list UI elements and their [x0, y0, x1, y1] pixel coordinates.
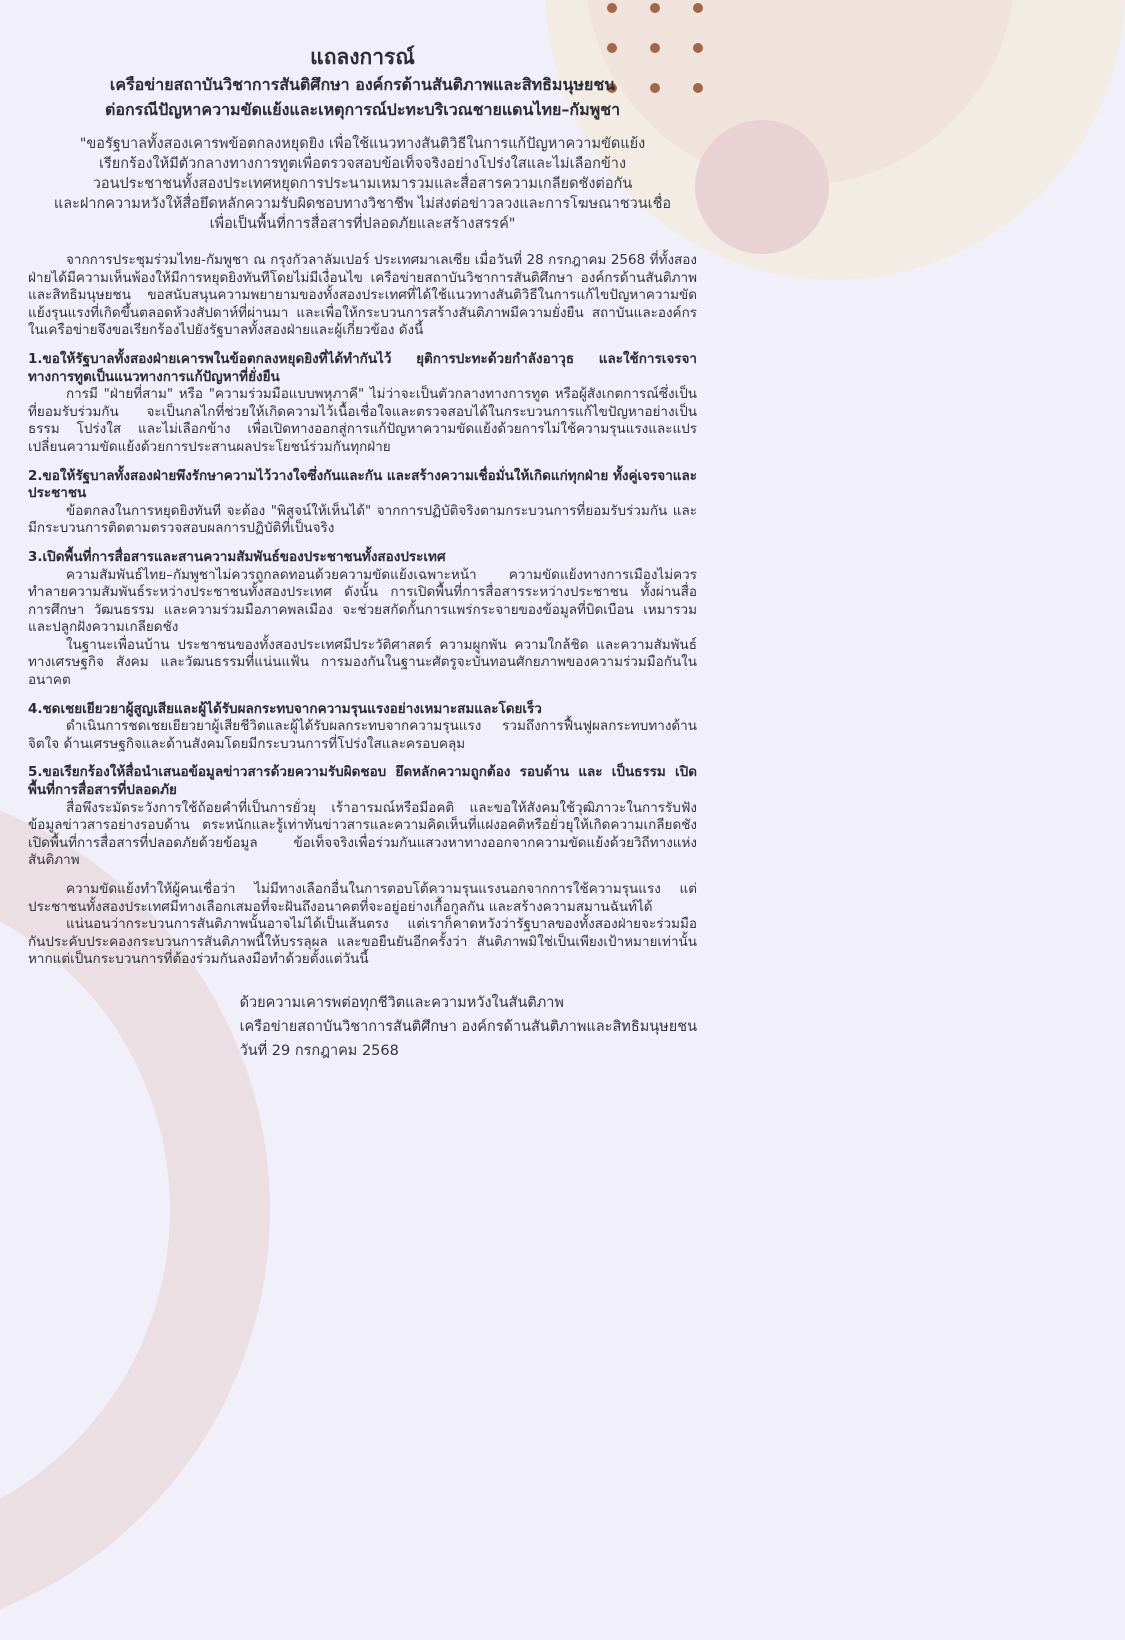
signoff-date-line: วันที่ 29 กรกฎาคม 2568 — [239, 1042, 399, 1059]
document-subtitle-line1: เครือข่ายสถาบันวิชาการสันติศึกษา องค์กรด้านสันติภาพและสิทธิมนุษยชน — [109, 75, 616, 94]
section-4-paragraph: ดำเนินการชดเชยเยียวยาผู้เสียชีวิตและผู้ได้รับผลกระทบจากความรุนแรง รวมถึงการฟื้นฟูผลกระทบทางด้านจิตใจ ด้านเศรษฐกิจและด้านสังคมโดยมีกระบวนการที่โปร่งใสและครอบคลุม — [28, 718, 697, 752]
closing-paragraph: แน่นอนว่ากระบวนการสันติภาพนั้นอาจไม่ได้เป็นเส้นตรง แต่เราก็คาดหวังว่ารัฐบาลของทั้งสองฝ่ายจะร่วมมือกันประคับประคองกระบวนการสันติภาพนี้ให้บรรลุผล และขอยืนยันอีกครั้งว่า สันติภาพมิใช่เป็นเพียงเป้าหมายเท่านั้น หากแต่เป็นกระบวนการที่ต้องร่วมกันลงมือทำด้วยตั้งแต่วันนี้ — [28, 916, 697, 968]
signoff-organization-line: เครือข่ายสถาบันวิชาการสันติศึกษา องค์กรด้านสันติภาพและสิทธิมนุษยชน — [239, 1018, 697, 1035]
section-5 — [28, 764, 697, 870]
section-3-paragraph: ความสัมพันธ์ไทย–กัมพูชาไม่ควรถูกลดทอนด้วยความขัดแย้งเฉพาะหน้า ความขัดแย้งทางการเมืองไม่ควรทำลายความสัมพันธ์ระหว่างประชาชนทั้งสองประเทศ ดังนั้น การเปิดพื้นที่การสื่อสารระหว่างประชาชน ทั้งผ่านสื่อ การศึกษา วัฒนธรรม และความร่วมมือภาคพลเมือง จะช่วยสกัดกั้นการแพร่กระจายของข้อมูลที่บิดเบือน เหมารวมและปลูกฝังความเกลียดชัง — [28, 566, 697, 636]
section-3-heading: 3.เปิดพื้นที่การสื่อสารและสานความสัมพันธ์ของประชาชนทั้งสองประเทศ — [28, 548, 446, 565]
quote-line: เพื่อเป็นพื้นที่การสื่อสารที่ปลอดภัยและสร้างสรรค์" — [209, 216, 516, 232]
section-5-paragraph: สื่อพึงระมัดระวังการใช้ถ้อยคำที่เป็นการยั่วยุ เร้าอารมณ์หรือมีอคติ และขอให้สังคมใช้วุฒิภาวะในการรับฟังข้อมูลข่าวสารอย่างรอบด้าน ตระหนักและรู้เท่าทันข่าวสารและความคิดเห็นที่แฝงอคติหรือยั่วยุให้เกิดความเกลียดชัง เปิดพื้นที่การสื่อสารที่ปลอดภัยด้วยข้อมูล ข้อเท็จจริงเพื่อร่วมกันแสวงหาทางออกจากความขัดแย้งด้วยวิถีทางแห่งสันติภาพ — [28, 799, 697, 869]
section-2-heading: 2.ขอให้รัฐบาลทั้งสองฝ่ายพึงรักษาความไว้วางใจซึ่งกันและกัน และสร้างความเชื่อมั่นให้เกิดแก่ทุกฝ่าย ทั้งคู่เจรจาและประชาชน — [28, 467, 697, 502]
document-title: แถลงการณ์ — [310, 45, 415, 69]
intro-paragraph: จากการประชุมร่วมไทย-กัมพูชา ณ กรุงกัวลาลัมเปอร์ ประเทศมาเลเซีย เมื่อวันที่ 28 กรกฎาคม 2568 ที่ทั้งสองฝ่ายได้มีความเห็นพ้องให้มีการหยุดยิงทันทีโดยไม่มีเงื่อนไข เครือข่ายสถาบันวิชาการสันติศึกษา องค์กรด้านสันติภาพและสิทธิมนุษยชน ขอสนับสนุนความพยายามของทั้งสองประเทศที่ได้ใช้แนวทางสันติวิธีในการแก้ไขปัญหาความขัดแย้งรุนแรงที่เกิดขึ้นตลอดห้วงสัปดาห์ที่ผ่านมา และเพื่อให้กระบวนการสร้างสันติภาพมีความยั่งยืน สถาบันและองค์กรในเครือข่ายจึงขอเรียกร้องไปยังรัฐบาลทั้งสองฝ่ายและผู้เกี่ยวข้อง ดังนี้ — [28, 252, 697, 339]
quote-line: "ขอรัฐบาลทั้งสองเคารพข้อตกลงหยุดยิง เพื่อใช้แนวทางสันติวิธีในการแก้ปัญหาความขัดแย้ง — [79, 136, 646, 152]
document-content — [0, 0, 724, 1063]
signoff-respect-line: ด้วยความเคารพต่อทุกชีวิตและความหวังในสันติภาพ — [239, 994, 564, 1011]
closing-block — [28, 881, 697, 969]
section-2-paragraph: ข้อตกลงในการหยุดยิงทันที จะต้อง "พิสูจน์ให้เห็นได้" จากการปฏิบัติจริงตามกระบวนการที่ยอมรับร่วมกัน และมีกระบวนการติดตามตรวจสอบผลการปฏิบัติที่เป็นจริง — [28, 502, 697, 537]
section-1-heading: 1.ขอให้รัฐบาลทั้งสองฝ่ายเคารพในข้อตกลงหยุดยิงที่ได้ทำกันไว้ ยุติการปะทะด้วยกำลังอาวุธ และใช้การเจรจาทางการทูตเป็นแนวทางการแก้ปัญหาที่ยั่งยืน — [28, 350, 697, 385]
closing-paragraph: ความขัดแย้งทำให้ผู้คนเชื่อว่า ไม่มีทางเลือกอื่นในการตอบโต้ความรุนแรงนอกจากการใช้ความรุนแรง แต่ประชาชนทั้งสองประเทศมีทางเลือกเสมอที่จะฝันถึงอนาคตที่จะอยู่อย่างเกื้อกูลกัน และสร้างความสมานฉันท์ได้ — [28, 881, 697, 915]
section-5-heading: 5.ขอเรียกร้องให้สื่อนำเสนอข้อมูลข่าวสารด้วยความรับผิดชอบ ยึดหลักความถูกต้อง รอบด้าน และ เป็นธรรม เปิดพื้นที่การสื่อสารที่ปลอดภัย — [28, 764, 697, 799]
section-1 — [28, 351, 697, 457]
statement-document-page — [0, 0, 724, 1059]
quote-line: เรียกร้องให้มีตัวกลางทางการทูตเพื่อตรวจสอบข้อเท็จจริงอย่างโปร่งใสและไม่เลือกข้าง — [98, 156, 627, 172]
section-3 — [28, 549, 697, 690]
quote-line: วอนประชาชนทั้งสองประเทศหยุดการประนามเหมารวมและสื่อสารความเกลียดชังต่อกัน — [92, 176, 633, 192]
section-3-paragraph: ในฐานะเพื่อนบ้าน ประชาชนของทั้งสองประเทศมีประวัติศาสตร์ ความผูกพัน ความใกล้ชิด และความสัมพันธ์ทางเศรษฐกิจ สังคม และวัฒนธรรมที่แน่นแฟ้น การมองกันในฐานะศัตรูจะบั่นทอนศักยภาพของความร่วมมือกันในอนาคต — [28, 636, 697, 689]
section-4-heading: 4.ชดเชยเยียวยาผู้สูญเสียและผู้ได้รับผลกระทบจากความรุนแรงอย่างเหมาะสมและโดยเร็ว — [28, 700, 542, 717]
section-2 — [28, 468, 697, 538]
summary-quote-block — [28, 134, 697, 234]
document-subtitle-line2: ต่อกรณีปัญหาความขัดแย้งและเหตุการณ์ปะทะบริเวณชายแดนไทย–กัมพูชา — [104, 100, 621, 119]
signoff-block — [240, 991, 697, 1063]
quote-line: และฝากความหวังให้สื่อยึดหลักความรับผิดชอบทางวิชาชีพ ไม่ส่งต่อข่าวลวงและการโฆษณาชวนเชื่อ — [53, 196, 672, 212]
section-1-paragraph: การมี "ฝ่ายที่สาม" หรือ "ความร่วมมือแบบพหุภาคี" ไม่ว่าจะเป็นตัวกลางทางการทูต หรือผู้สังเกตการณ์ซึ่งเป็นที่ยอมรับร่วมกัน จะเป็นกลไกที่ช่วยให้เกิดความไว้เนื้อเชื่อใจและตรวจสอบได้ในกระบวนการแก้ไขปัญหาอย่างเป็นธรรม โปร่งใส และไม่เลือกข้าง เพื่อเปิดทางออกสู่การแก้ปัญหาความขัดแย้งด้วยการไม่ใช้ความรุนแรงและแปรเปลี่ยนความขัดแย้งด้วยการประสานผลประโยชน์ร่วมกันทุกฝ่าย — [28, 386, 697, 455]
section-4 — [28, 701, 697, 754]
